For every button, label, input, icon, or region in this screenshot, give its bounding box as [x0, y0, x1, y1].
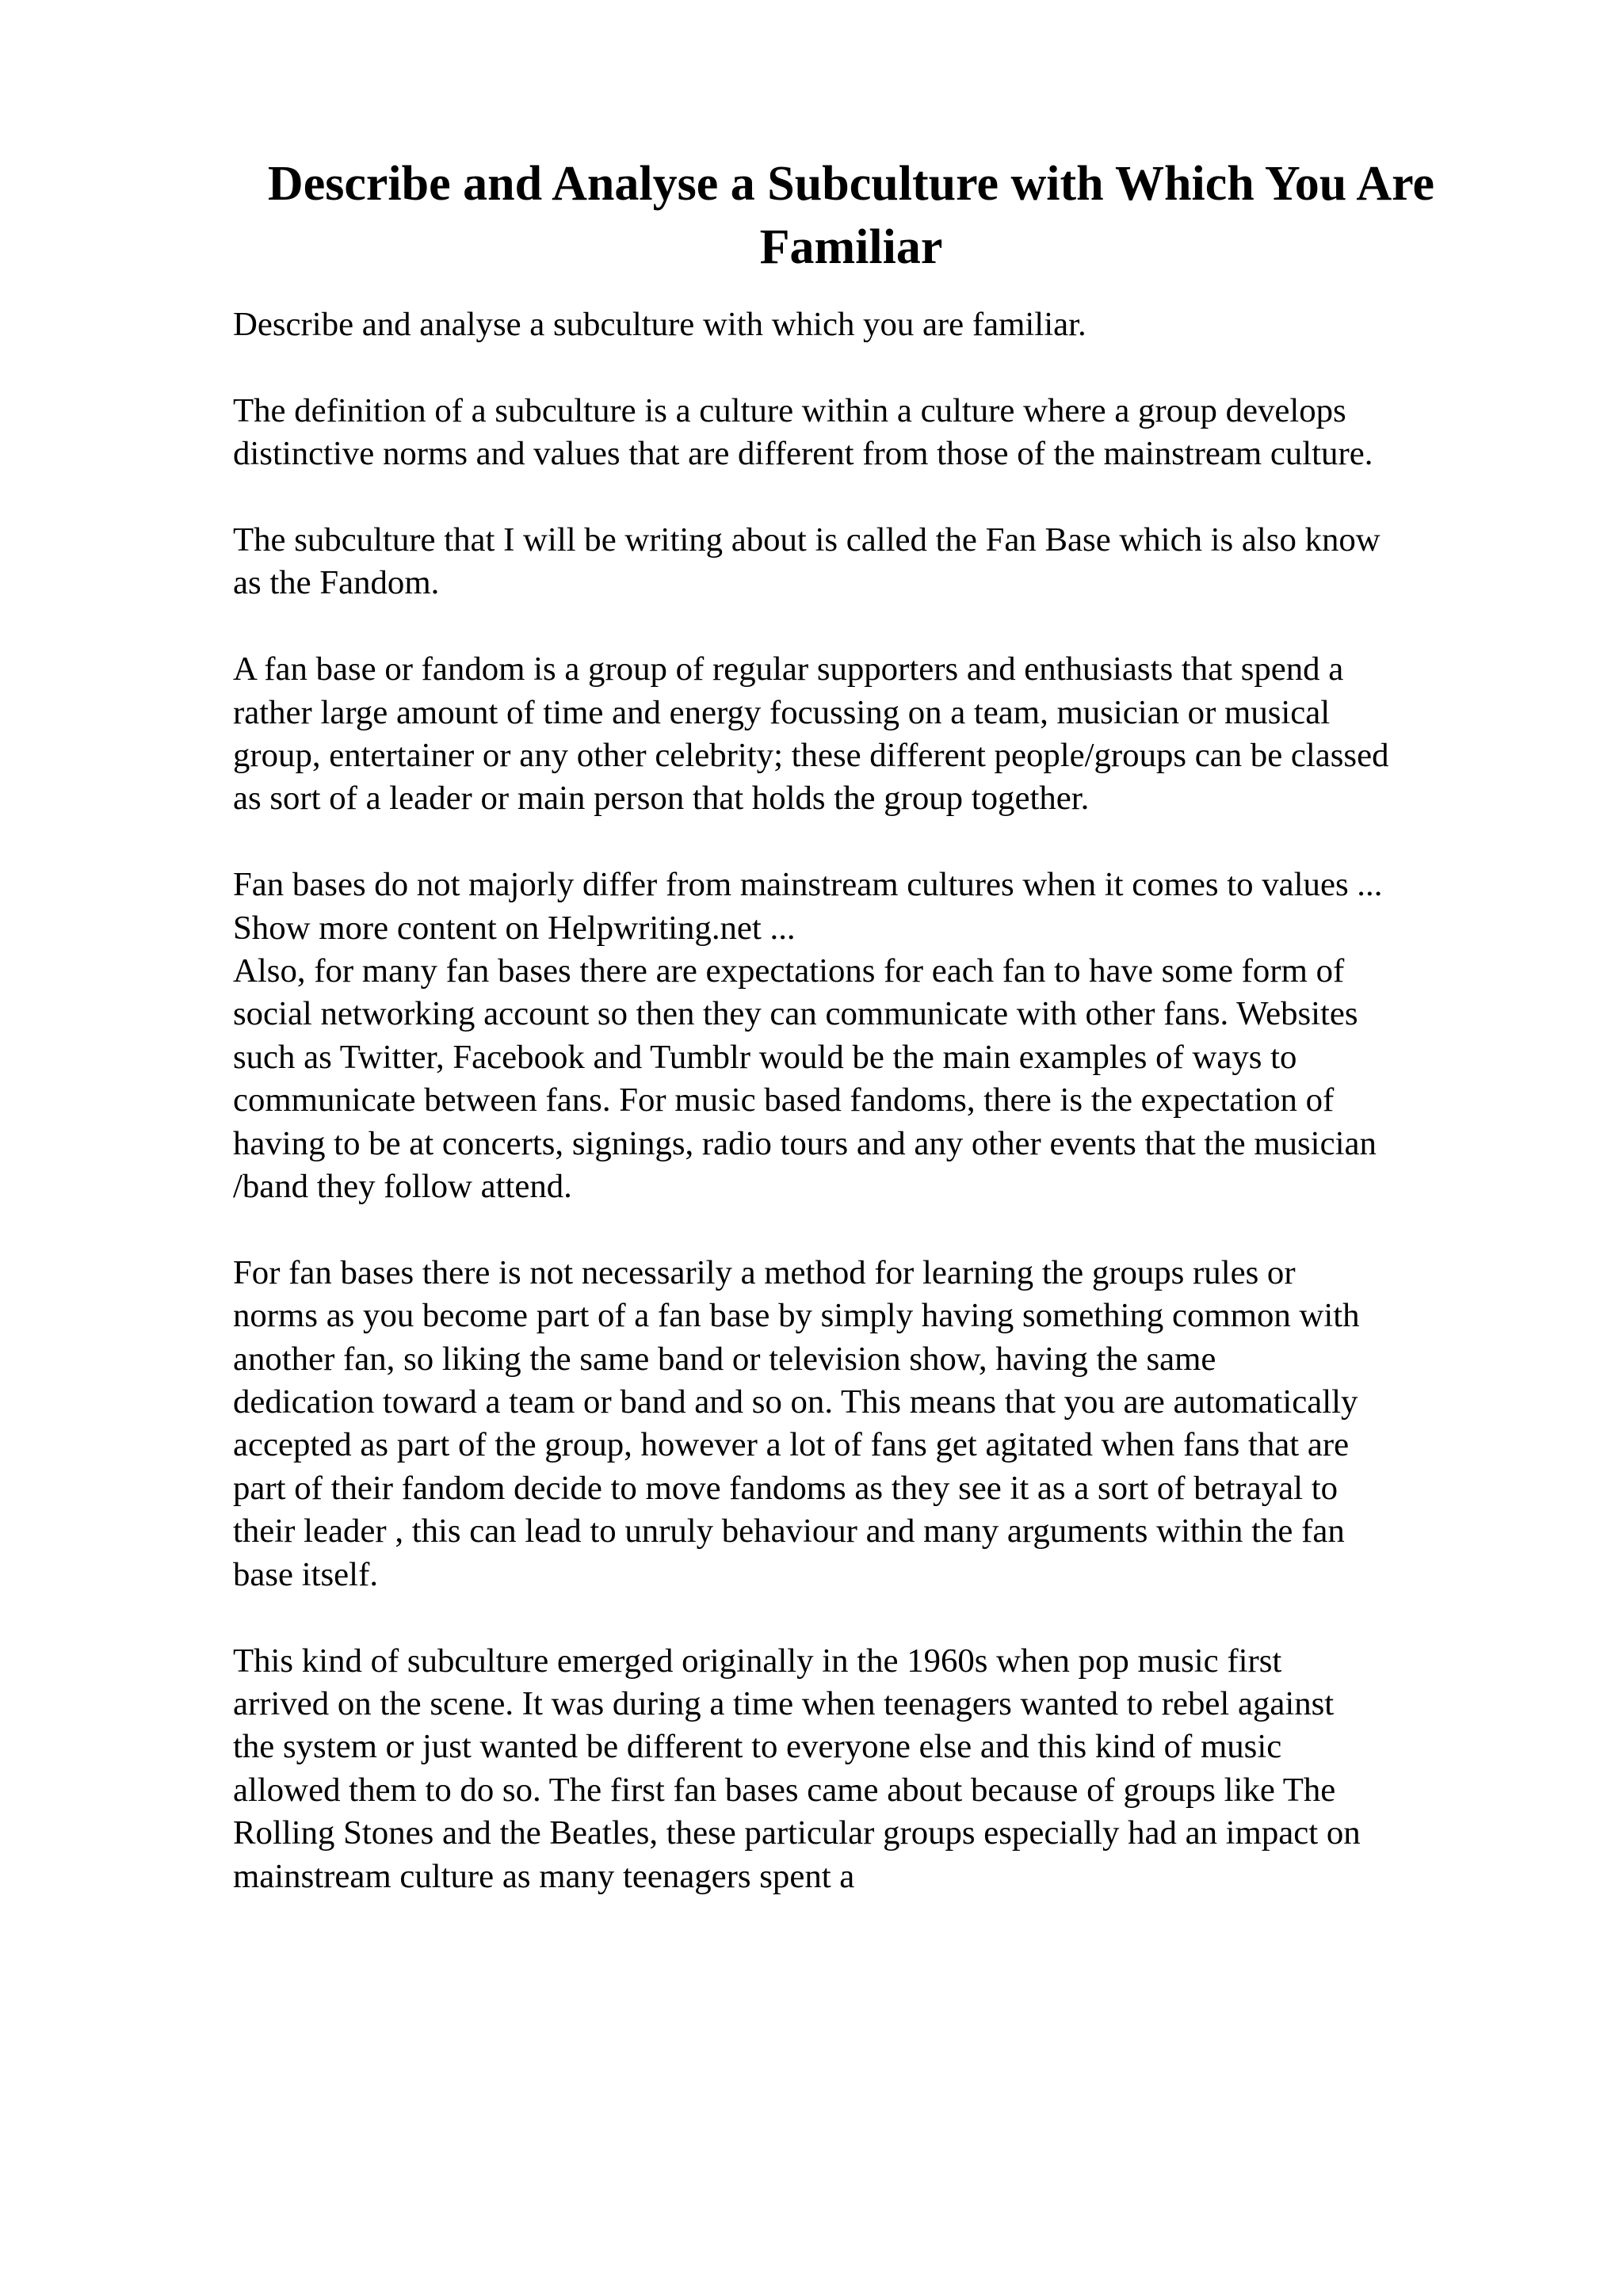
text-line: distinctive norms and values that are different from those of the mainstream culture.: [233, 435, 1373, 473]
text-line: rather large amount of time and energy focussing on a team, musician or musical: [233, 693, 1331, 731]
show-more-text: Show more content on Helpwriting.net ...: [233, 909, 796, 947]
text-line: as the Fandom.: [233, 564, 440, 602]
text-line: dedication toward a team or band and so on. This means that you are automatically: [233, 1383, 1358, 1421]
text-line: Also, for many fan bases there are expectations for each fan to have some form of: [233, 952, 1345, 990]
document-body: [233, 303, 1517, 1898]
title-line: Describe and Analyse a Subculture with Which You Are: [267, 157, 1435, 211]
text-line: allowed them to do so. The first fan bases came about because of groups like The: [233, 1771, 1336, 1809]
paragraph-norms: [233, 1252, 1517, 1596]
text-line: The subculture that I will be writing about is called the Fan Base which is also know: [233, 521, 1381, 559]
text-line: base itself.: [233, 1555, 379, 1593]
paragraph-definition: [233, 390, 1517, 476]
text-line: /band they follow attend.: [233, 1168, 572, 1206]
text-line: another fan, so liking the same band or television show, having the same: [233, 1340, 1216, 1378]
paragraph-topic: [233, 519, 1517, 605]
paragraph-values: [233, 864, 1517, 950]
text-line: Rolling Stones and the Beatles, these particular groups especially had an impact on: [233, 1814, 1361, 1852]
paragraph-expectations: [233, 950, 1517, 1208]
paragraph-fandom-definition: [233, 648, 1517, 821]
text-line: accepted as part of the group, however a lot of fans get agitated when fans that are: [233, 1426, 1350, 1464]
text-line: arrived on the scene. It was during a time when teenagers wanted to rebel against: [233, 1684, 1335, 1722]
text-line: having to be at concerts, signings, radio tours and any other events that the musician: [233, 1124, 1377, 1162]
document-title: [230, 152, 1472, 279]
text-line: the system or just wanted be different to everyone else and this kind of music: [233, 1728, 1282, 1766]
text-line: norms as you become part of a fan base by simply having something common with: [233, 1297, 1360, 1335]
text-line: This kind of subculture emerged originally in the 1960s when pop music first: [233, 1642, 1282, 1680]
text-line: A fan base or fandom is a group of regular supporters and enthusiasts that spend a: [233, 650, 1344, 688]
text-line: their leader , this can lead to unruly behaviour and many arguments within the fan: [233, 1512, 1345, 1550]
paragraph-intro: [233, 303, 1517, 346]
text-line: mainstream culture as many teenagers spent a: [233, 1857, 855, 1895]
text-line: Describe and analyse a subculture with which you are familiar.: [233, 306, 1086, 343]
text-line: Fan bases do not majorly differ from mainstream cultures when it comes to values ...: [233, 866, 1383, 904]
text-line: as sort of a leader or main person that holds the group together.: [233, 780, 1090, 818]
text-line: communicate between fans. For music based fandoms, there is the expectation of: [233, 1081, 1335, 1119]
text-line: social networking account so then they can communicate with other fans. Websites: [233, 995, 1358, 1033]
text-line: For fan bases there is not necessarily a method for learning the groups rules or: [233, 1253, 1296, 1291]
text-line: group, entertainer or any other celebrity; these different people/groups can be classed: [233, 737, 1389, 775]
text-line: such as Twitter, Facebook and Tumblr would be the main examples of ways to: [233, 1038, 1297, 1076]
paragraph-history: [233, 1640, 1517, 1898]
text-line: part of their fandom decide to move fandoms as they see it as a sort of betrayal to: [233, 1469, 1338, 1507]
title-line: Familiar: [759, 220, 943, 274]
text-line: The definition of a subculture is a culture within a culture where a group develops: [233, 391, 1346, 429]
